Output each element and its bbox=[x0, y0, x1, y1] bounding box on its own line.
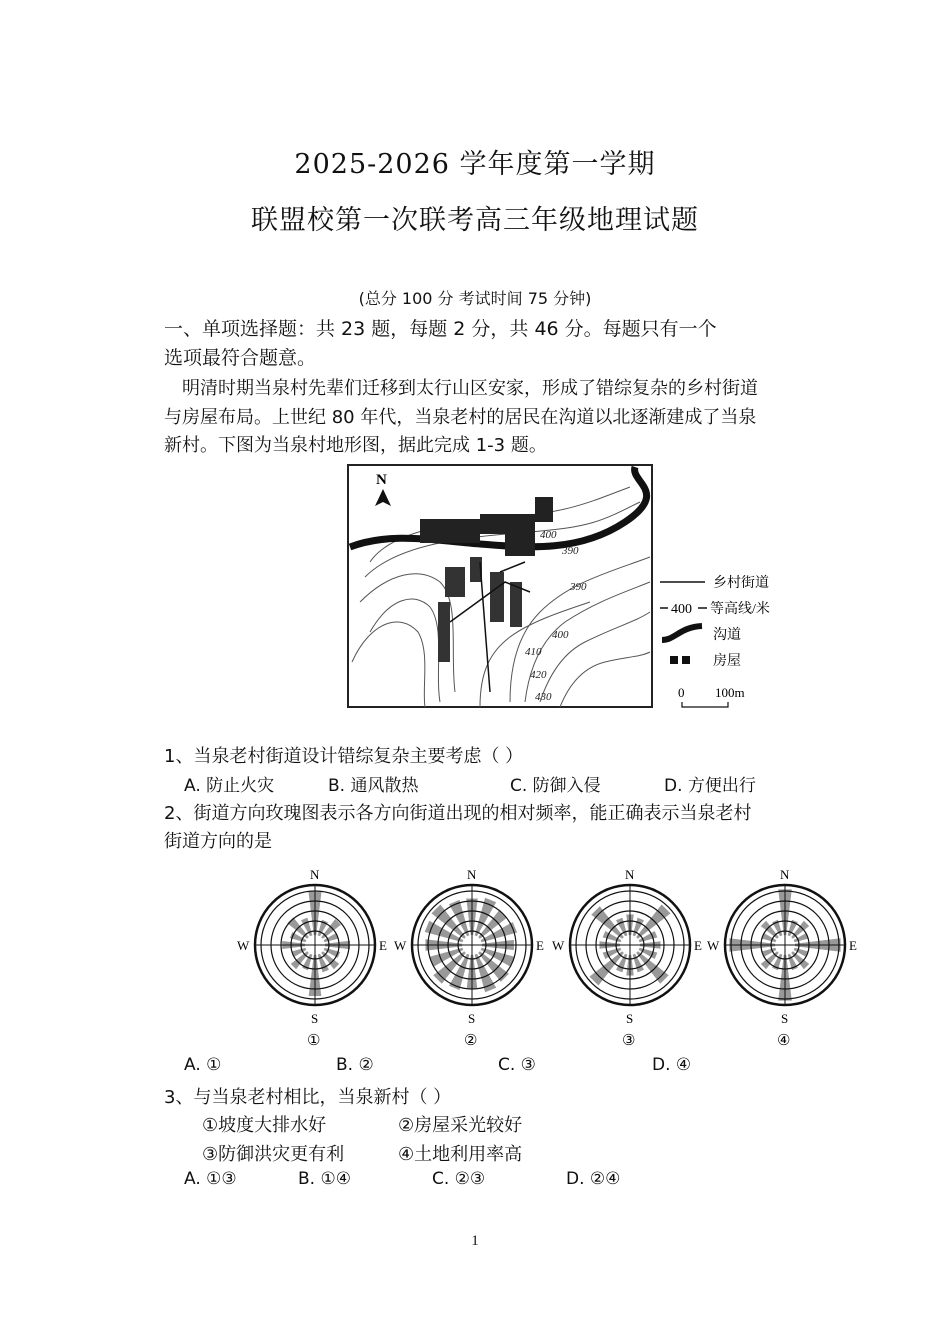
rose-direction-label: E bbox=[379, 938, 387, 953]
exam-title-main: 联盟校第一次联考高三年级地理试题 bbox=[251, 205, 699, 236]
question-2-stem-line2: 街道方向的是 bbox=[164, 831, 272, 852]
contour-label: 400 bbox=[552, 629, 569, 641]
rose-direction-label: S bbox=[311, 1011, 319, 1026]
rose-direction-label: W bbox=[707, 938, 720, 953]
rose-direction-label: N bbox=[625, 867, 635, 882]
rose-direction-label: N bbox=[467, 867, 477, 882]
q1-option-c[interactable]: C. 防御入侵 bbox=[510, 776, 601, 796]
legend-gully-symbol bbox=[662, 626, 702, 640]
rose-direction-label: S bbox=[626, 1011, 634, 1026]
rose-direction-label: E bbox=[849, 938, 857, 953]
map-legend bbox=[660, 574, 770, 707]
legend-house-label: 房屋 bbox=[713, 654, 741, 669]
q1-option-a[interactable]: A. 防止火灾 bbox=[184, 776, 275, 796]
q3-option-b[interactable]: B. ①④ bbox=[298, 1169, 351, 1189]
exam-subtitle: (总分 100 分 考试时间 75 分钟) bbox=[358, 289, 592, 308]
rose-number-label: ④ bbox=[777, 1033, 791, 1049]
rose-direction-label: E bbox=[694, 938, 702, 953]
scale-bar bbox=[682, 702, 728, 707]
q1-option-b[interactable]: B. 通风散热 bbox=[328, 776, 419, 796]
rose-direction-label: W bbox=[552, 938, 565, 953]
legend-gully-label: 沟道 bbox=[713, 628, 741, 643]
q3-item-3: ③防御洪灾更有利 bbox=[202, 1144, 345, 1165]
rose-number-label: ③ bbox=[622, 1033, 636, 1049]
rose-direction-label: W bbox=[237, 938, 250, 953]
rose-direction-label: E bbox=[536, 938, 544, 953]
contour-label: 390 bbox=[570, 581, 587, 593]
contour-label: 420 bbox=[530, 669, 547, 681]
section-heading-line1: 一、单项选择题：共 23 题，每题 2 分，共 46 分。每题只有一个 bbox=[164, 318, 717, 340]
q2-option-c[interactable]: C. ③ bbox=[498, 1055, 536, 1075]
q3-item-4: ④土地利用率高 bbox=[398, 1144, 523, 1165]
rose-number-label: ② bbox=[464, 1033, 478, 1049]
village-topographic-map bbox=[330, 462, 770, 712]
q2-option-b[interactable]: B. ② bbox=[336, 1055, 374, 1075]
exam-title-year: 2025-2026 学年度第一学期 bbox=[294, 149, 656, 180]
q3-item-2: ②房屋采光较好 bbox=[398, 1115, 523, 1136]
passage-line3: 新村。下图为当泉村地形图，据此完成 1-3 题。 bbox=[164, 435, 547, 456]
question-1-stem: 1、当泉老村街道设计错综复杂主要考虑（ ） bbox=[164, 746, 524, 767]
contour-label: 400 bbox=[540, 529, 557, 541]
rose-number-label: ① bbox=[307, 1033, 321, 1049]
q2-option-a[interactable]: A. ① bbox=[184, 1055, 222, 1075]
legend-contour-sample: 400 bbox=[671, 602, 692, 617]
q3-option-d[interactable]: D. ②④ bbox=[566, 1169, 621, 1189]
contour-label: 410 bbox=[525, 646, 542, 658]
rose-direction-label: S bbox=[781, 1011, 789, 1026]
rose-direction-label: S bbox=[468, 1011, 476, 1026]
contour-label: 390 bbox=[562, 545, 579, 557]
rose-direction-label: N bbox=[310, 867, 320, 882]
page-number: 1 bbox=[471, 1233, 479, 1249]
scale-zero: 0 bbox=[678, 685, 685, 700]
contour-label: 430 bbox=[535, 691, 552, 703]
rose-direction-label: W bbox=[394, 938, 407, 953]
passage-line2: 与房屋布局。上世纪 80 年代，当泉老村的居民在沟道以北逐渐建成了当泉 bbox=[164, 407, 757, 428]
question-3-stem: 3、与当泉老村相比，当泉新村（ ） bbox=[164, 1087, 452, 1108]
section-heading-line2: 选项最符合题意。 bbox=[164, 347, 317, 369]
q1-option-d[interactable]: D. 方便出行 bbox=[664, 776, 756, 796]
legend-contour-label: 等高线/米 bbox=[710, 602, 770, 617]
street-direction-roses bbox=[230, 860, 870, 1055]
q3-item-1: ①坡度大排水好 bbox=[202, 1115, 327, 1136]
legend-street-label: 乡村街道 bbox=[713, 576, 769, 591]
q3-option-c[interactable]: C. ②③ bbox=[432, 1169, 486, 1189]
scale-length: 100m bbox=[715, 685, 745, 700]
question-2-stem-line1: 2、街道方向玫瑰图表示各方向街道出现的相对频率，能正确表示当泉老村 bbox=[164, 803, 752, 824]
q2-option-d[interactable]: D. ④ bbox=[652, 1055, 692, 1075]
q3-option-a[interactable]: A. ①③ bbox=[184, 1169, 237, 1189]
passage-line1: 明清时期当泉村先辈们迁移到太行山区安家，形成了错综复杂的乡村街道 bbox=[182, 378, 758, 399]
north-label: N bbox=[376, 472, 387, 488]
rose-direction-label: N bbox=[780, 867, 790, 882]
